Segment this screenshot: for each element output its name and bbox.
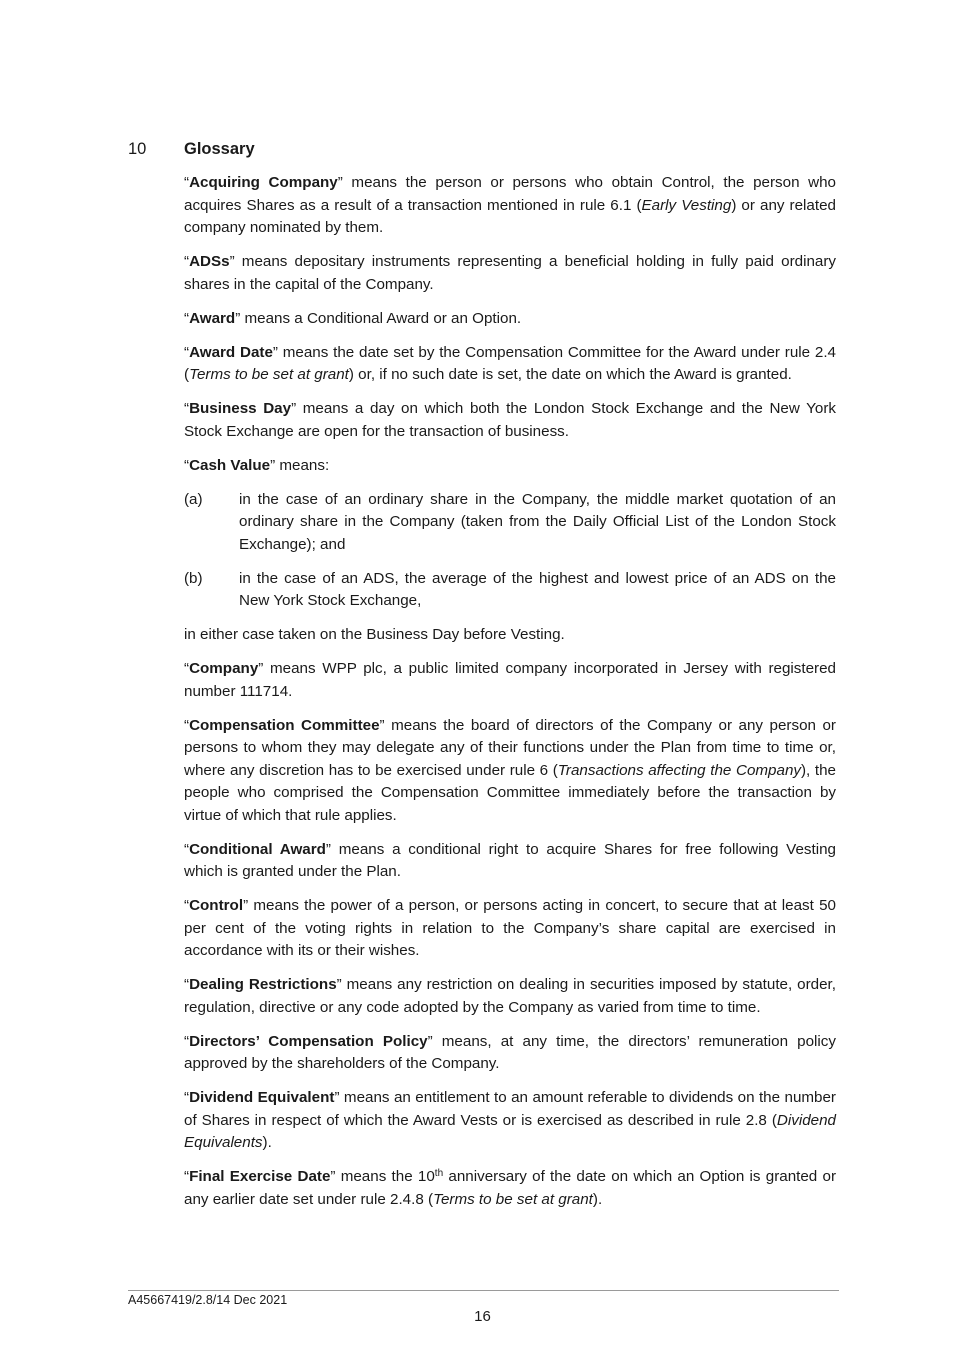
list-item-text: in the case of an ordinary share in the Company, the middle market quotation of an ordinary share in the Company (taken from the Daily Official List of the London Stock Exchange); and [239, 490, 836, 553]
glossary-entry-directors-compensation-policy: “Directors’ Compensation Policy” means, at any time, the directors’ remuneration policy approved by the shareholders of the Company. [184, 1032, 836, 1072]
term: Final Exercise Date [189, 1168, 331, 1185]
glossary-entry-final-exercise-date: “Final Exercise Date” means the 10th anniversary of the date on which an Option is granted or any earlier date set under rule 2.4.8 (Terms to be set at grant). [184, 1168, 836, 1208]
glossary-entry-adss: “ADSs” means depositary instruments representing a beneficial holding in fully paid ordinary shares in the capital of the Company. [184, 253, 836, 293]
section-heading [128, 138, 255, 160]
term: ADSs [189, 253, 230, 270]
term: Business Day [189, 400, 292, 417]
document-reference: A45667419/2.8/14 Dec 2021 [128, 1293, 288, 1307]
page-number: 16 [474, 1308, 491, 1325]
list-item [184, 568, 836, 613]
term: Award Date [189, 343, 273, 361]
term: Dealing Restrictions [189, 976, 337, 993]
glossary-entry-dealing-restrictions: “Dealing Restrictions” means any restriction on dealing in securities imposed by statute, order, regulation, directive or any code adopted by the Company as varied from time to time. [184, 976, 836, 1016]
cash-value-tail: in either case taken on the Business Day before Vesting. [184, 626, 565, 643]
term: Compensation Committee [189, 716, 380, 734]
term: Control [189, 897, 244, 914]
glossary-body [184, 172, 836, 1223]
term: Dividend Equivalent [189, 1089, 335, 1106]
glossary-entry-dividend-equivalent: “Dividend Equivalent” means an entitlement to an amount referable to dividends on the number of Shares in respect of which the Award Vests or is exercised as described in rule 2.8 (Dividend Equivalents). [184, 1089, 836, 1151]
list-item-label: (a) [184, 490, 203, 508]
glossary-entry-cash-value: “Cash Value” means: [184, 456, 330, 474]
glossary-entry-acquiring-company: “Acquiring Company” means the person or persons who obtain Control, the person who acquires Shares as a result of a transaction mentioned in rule 6.1 (Early Vesting) or any related company nominated by them. [184, 174, 836, 236]
glossary-entry-award-date: “Award Date” means the date set by the Compensation Committee for the Award under rule 2.4 (Terms to be set at grant) or, if no such date is set, the date on which the Award is granted. [184, 343, 836, 383]
glossary-entry-company: “Company” means WPP plc, a public limited company incorporated in Jersey with registered number 111714. [184, 660, 836, 700]
list-item-text: in the case of an ADS, the average of the highest and lowest price of an ADS on the New York Stock Exchange, [239, 569, 836, 609]
term: Conditional Award [189, 840, 326, 858]
glossary-entry-compensation-committee: “Compensation Committee” means the board of directors of the Company or any person or persons to whom they may delegate any of their functions under the Plan from time to time or, where any discretion has to be exercised under rule 6 (Transactions affecting the Company), the people who comprised the Compensation Committee immediately before the transaction by virtue of which that rule applies. [184, 716, 836, 824]
glossary-entry-conditional-award: “Conditional Award” means a conditional right to acquire Shares for free following Vesting which is granted under the Plan. [184, 840, 836, 880]
term: Acquiring Company [189, 174, 338, 191]
glossary-entry-control: “Control” means the power of a person, or persons acting in concert, to secure that at least 50 per cent of the voting rights in relation to the Company’s share capital are exercised in accordance with its or their wishes. [184, 897, 836, 959]
footer-divider [128, 1290, 839, 1291]
glossary-entry-business-day: “Business Day” means a day on which both the London Stock Exchange and the New York Stock Exchange are open for the transaction of business. [184, 400, 837, 440]
term: Directors’ Compensation Policy [189, 1032, 428, 1050]
term: Company [189, 660, 259, 677]
section-number: 10 [128, 140, 147, 158]
list-item [184, 489, 836, 557]
glossary-entry-award: “Award” means a Conditional Award or an Option. [184, 309, 522, 327]
term: Award [189, 309, 236, 327]
list-item-label: (b) [184, 569, 203, 587]
term: Cash Value [189, 456, 271, 474]
section-title: Glossary [184, 140, 255, 158]
